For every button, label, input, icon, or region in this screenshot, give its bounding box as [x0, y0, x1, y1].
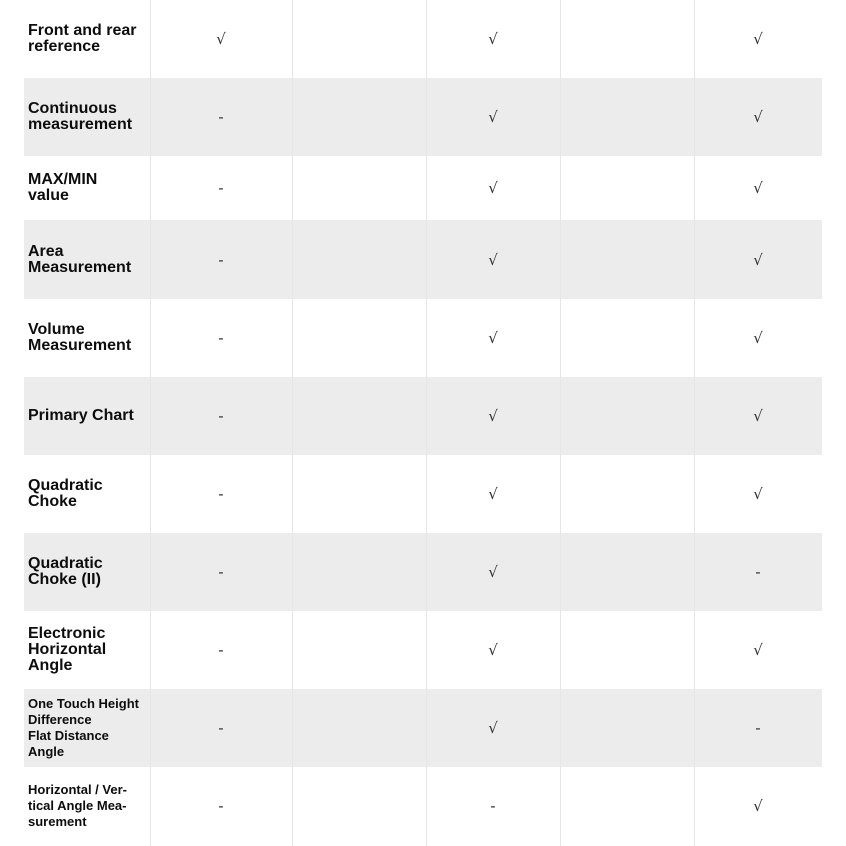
table-cell [560, 156, 694, 220]
table-cell [560, 689, 694, 767]
row-label-line: measurement [28, 116, 133, 133]
table-row [24, 611, 822, 689]
row-label-line: Volume [28, 321, 85, 338]
table-row [24, 220, 822, 299]
table-row [24, 156, 822, 220]
table-cell: √ [488, 250, 498, 269]
table-cell: - [218, 407, 224, 425]
table-cell [292, 156, 426, 220]
row-label-line: Flat Distance [28, 728, 109, 743]
row-label-line: Horizontal / Ver- [28, 782, 127, 797]
table-cell: - [490, 797, 496, 815]
table-cell: - [218, 108, 224, 126]
column-divider [292, 0, 293, 846]
row-label-line: tical Angle Mea- [28, 798, 127, 813]
table-row [24, 767, 822, 845]
row-label-line: Measurement [28, 258, 132, 276]
table-cell [560, 455, 694, 533]
column-divider [694, 0, 695, 846]
row-label-line: Choke (II) [28, 571, 101, 588]
table-row [24, 78, 822, 156]
row-label [28, 299, 152, 377]
table-row [24, 377, 822, 455]
table-cell: - [755, 563, 761, 581]
table-cell: √ [488, 108, 498, 126]
table-cell [560, 611, 694, 689]
table-cell [560, 220, 694, 299]
row-label-line: Quadratic [28, 555, 103, 572]
table-cell: √ [753, 250, 763, 269]
row-label-line: Choke [28, 493, 77, 510]
table-cell: √ [216, 30, 226, 48]
row-label [28, 455, 152, 533]
table-cell [292, 689, 426, 767]
row-label [28, 767, 152, 845]
table-cell: √ [753, 797, 763, 815]
table-cell [560, 533, 694, 611]
row-label-line: reference [28, 38, 101, 55]
table-cell [292, 533, 426, 611]
table-cell: √ [488, 641, 498, 659]
table-cell: √ [753, 641, 763, 659]
table-cell [292, 0, 426, 78]
row-label-line: Electronic [28, 625, 106, 642]
table-cell: - [218, 719, 224, 737]
table-cell: - [218, 329, 224, 347]
table-cell: √ [488, 485, 498, 503]
row-label [28, 611, 152, 689]
table-cell: √ [753, 329, 763, 347]
table-row [24, 0, 822, 78]
column-divider [426, 0, 427, 846]
table-cell: √ [753, 179, 763, 197]
table-cell: - [755, 719, 761, 737]
row-label-line: surement [28, 814, 87, 829]
table-cell [560, 767, 694, 845]
row-label [28, 689, 152, 767]
table-cell: √ [488, 719, 498, 737]
table-cell [560, 299, 694, 377]
row-label-line: Angle [28, 744, 65, 759]
table-cell: √ [488, 179, 498, 197]
table-row [24, 689, 822, 767]
table-cell: √ [753, 407, 763, 425]
row-label-line: Front and rear [28, 22, 137, 39]
table-cell: √ [753, 30, 763, 48]
table-cell [560, 0, 694, 78]
table-cell [292, 611, 426, 689]
table-cell [292, 220, 426, 299]
row-label-line: Angle [28, 657, 73, 674]
row-label-line: Continuous [28, 100, 117, 117]
table-cell: - [218, 250, 224, 269]
row-label [28, 377, 152, 455]
table-cell [292, 78, 426, 156]
row-label-line: One Touch Height [28, 696, 139, 711]
table-cell: - [218, 485, 224, 503]
table-cell [292, 767, 426, 845]
table-cell: √ [753, 108, 763, 126]
row-label-line: Area [28, 242, 64, 260]
row-label-line: value [28, 187, 69, 204]
table-cell: - [218, 563, 224, 581]
row-label-line: Measurement [28, 337, 132, 354]
table-cell: - [218, 797, 224, 815]
table-row [24, 533, 822, 611]
row-label [28, 78, 152, 156]
table-cell [560, 78, 694, 156]
row-label-line: MAX/MIN [28, 171, 98, 188]
table-row [24, 299, 822, 377]
row-label [28, 220, 152, 299]
table-cell [560, 377, 694, 455]
table-cell: - [218, 641, 224, 659]
column-divider [560, 0, 561, 846]
table-cell [292, 299, 426, 377]
table-cell [292, 455, 426, 533]
table-cell [292, 377, 426, 455]
row-label [28, 533, 152, 611]
row-label-line: Horizontal [28, 641, 107, 658]
table-cell: - [218, 179, 224, 197]
table-cell: √ [488, 407, 498, 425]
table-row [24, 455, 822, 533]
comparison-table [24, 0, 822, 846]
table-cell: √ [488, 329, 498, 347]
table-cell: √ [753, 485, 763, 503]
column-divider [150, 0, 151, 846]
row-label [28, 156, 152, 220]
row-label-line: Quadratic [28, 477, 103, 494]
row-label-line: Primary Chart [28, 407, 134, 424]
row-label-line: Difference [28, 712, 92, 727]
table-cell: √ [488, 30, 498, 48]
row-label [28, 0, 152, 78]
table-cell: √ [488, 563, 498, 581]
